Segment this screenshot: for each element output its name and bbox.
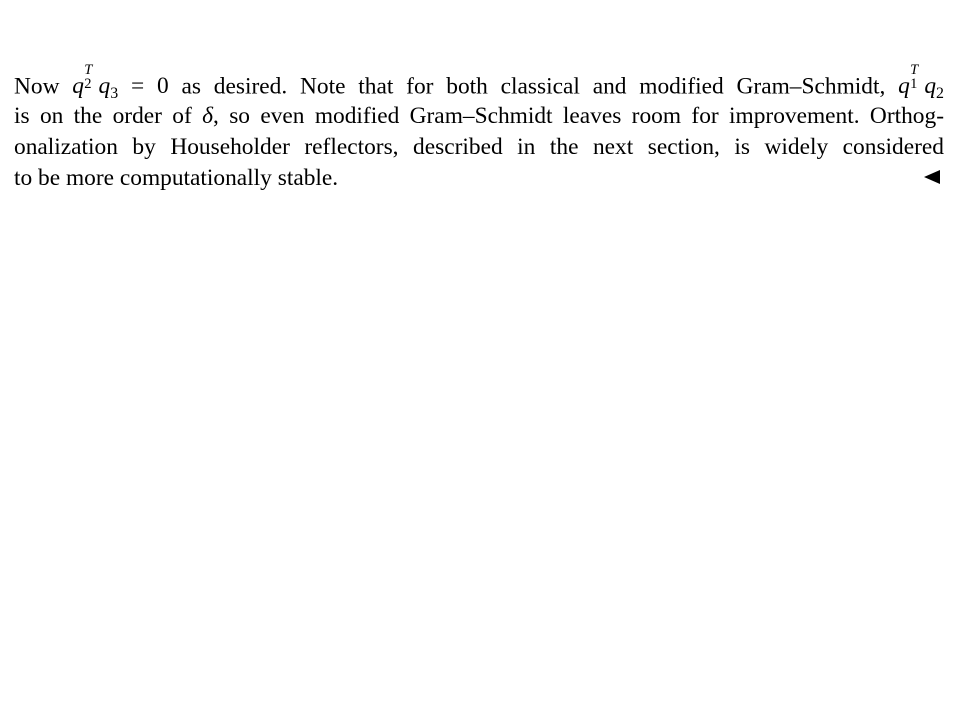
- text-line-1: [14, 62, 944, 103]
- line1-middle: as desired. Note that for both classical and modified Gram–Schmidt,: [168, 73, 899, 100]
- text-line-3: onalization by Householder reflectors, described in the next section, is widely considered: [14, 134, 944, 160]
- math-delta: δ: [202, 103, 213, 129]
- line1-lead: Now: [14, 73, 73, 100]
- end-of-example-triangle-icon: [924, 170, 940, 184]
- body-paragraph: [14, 62, 944, 194]
- text-line-2: is on the order of δ, so even modified Gram–Schmidt leaves room for improvement. Orthog-: [14, 103, 944, 129]
- math-q1t-q2: q T 1 $q_2$: [898, 62, 944, 103]
- math-q2t-q3: q T 2 $q_3 = 0$: [72, 62, 169, 103]
- text-line-4: to be more computationally stable.: [14, 163, 944, 194]
